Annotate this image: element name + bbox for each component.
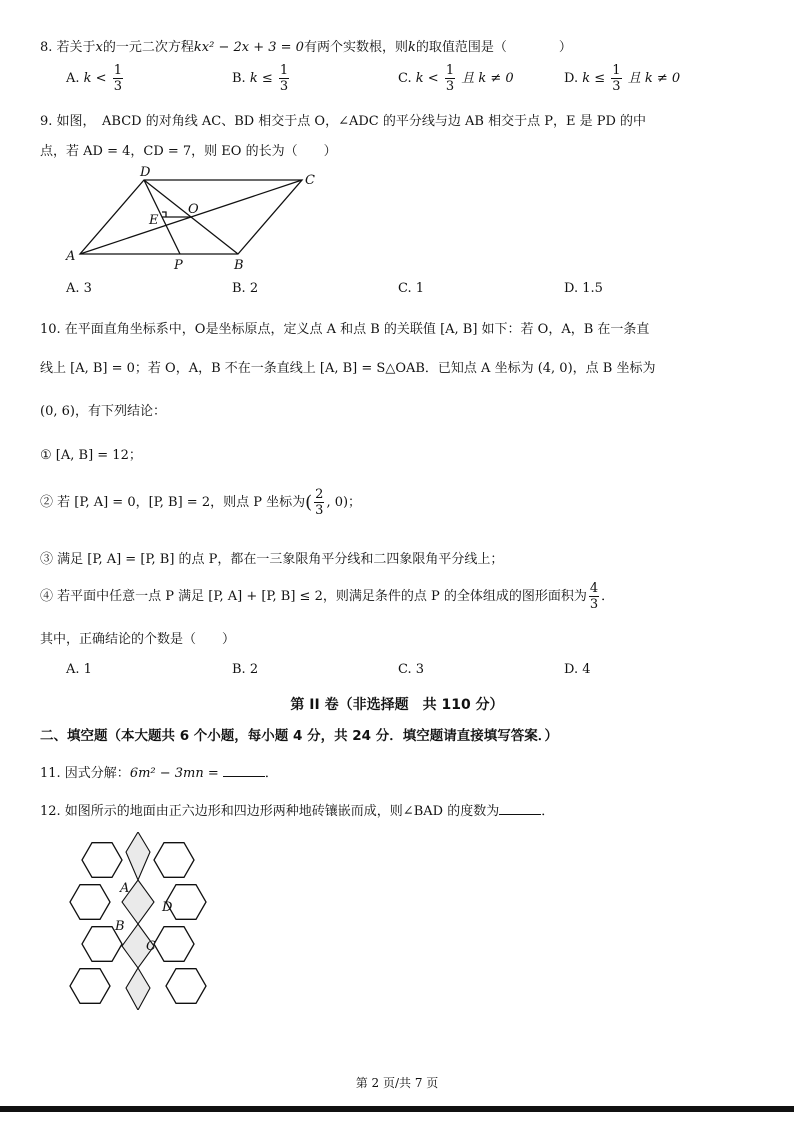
q9-label-d: D xyxy=(140,165,151,180)
q10-stem-line1: 10. 在平面直角坐标系中，O是坐标原点，定义点 A 和点 B 的关联值 [A, B] 如下：若 O，A，B 在一条直 xyxy=(40,322,650,337)
q11-stem: 11. 因式分解：6m² − 3mn = ． xyxy=(40,766,278,781)
q11-answer-blank xyxy=(223,764,265,777)
q10-stem-line3: (0, 6)，有下列结论： xyxy=(40,404,166,419)
q10-option-b: B. 2 xyxy=(232,662,259,677)
q10-stem-line2: 线上 [A, B] = 0；若 O，A，B 不在一条直线上 [A, B] = S△OAB．已知点 A 坐标为 (4, 0)，点 B 坐标为 xyxy=(40,361,656,376)
hexagon-tile xyxy=(166,969,206,1004)
q10-question: 其中，正确结论的个数是（ ） xyxy=(40,632,236,647)
q12-tiling-figure xyxy=(62,832,222,1010)
q9-stem-line2: 点，若 AD = 4，CD = 7，则 EO 的长为（ ） xyxy=(40,144,337,159)
scan-edge-bar xyxy=(0,1106,794,1112)
q9-option-c: C. 1 xyxy=(398,281,425,296)
q9-label-b: B xyxy=(234,258,244,273)
q10-option-d: D. 4 xyxy=(564,662,591,677)
q10-option-c: C. 3 xyxy=(398,662,425,677)
q12-label-d: D xyxy=(162,900,173,915)
q8-option-c: C. k < $\frac{1}{3}$ 且 k ≠ 0 xyxy=(398,63,514,94)
q9-parallelogram-figure xyxy=(60,162,330,274)
q8-option-d: D. k ≤ $\frac{1}{3}$ 且 k ≠ 0 xyxy=(564,63,681,94)
q8-stem: 8. 若关于x的一元二次方程kx² − 2x + 3 = 0有两个实数根，则k的取值范围是（ ） xyxy=(40,40,572,55)
q8-option-a: A. k < $\frac{1}{3}$ xyxy=(66,63,122,94)
q9-label-c: C xyxy=(305,173,315,188)
hexagon-tile xyxy=(70,969,110,1004)
q8-option-b: B. k ≤ $\frac{1}{3}$ xyxy=(232,63,289,94)
q9-option-b: B. 2 xyxy=(232,281,259,296)
hexagon-tile xyxy=(154,843,194,878)
q10-conclusion-3: ③ 满足 [P, A] = [P, B] 的点 P，都在一三象限角平分线和二四象限角平分线上； xyxy=(40,552,504,567)
q10-conclusion-4: ④ 若平面中任意一点 P 满足 [P, A] + [P, B] ≤ 2，则满足条件的点 P 的全体组成的图形面积为 $\frac{4}{3}$ ． xyxy=(40,581,615,612)
q9-label-p: P xyxy=(174,258,183,273)
section-title: 第 II 卷（非选择题 共 110 分） xyxy=(290,697,504,713)
q12-label-c: C xyxy=(146,939,156,954)
q10-conclusion-1: ① [A, B] = 12； xyxy=(40,448,142,463)
q9-label-a: A xyxy=(66,249,76,264)
hexagon-tile xyxy=(82,843,122,878)
q12-label-a: A xyxy=(120,881,130,896)
hexagon-tile xyxy=(70,885,110,920)
q9-option-d: D. 1.5 xyxy=(564,281,603,296)
q10-option-a: A. 1 xyxy=(66,662,92,677)
rhombus-tile xyxy=(126,968,150,1010)
page-footer: 第 2 页/共 7 页 xyxy=(355,1076,439,1090)
q9-label-e: E xyxy=(149,213,159,228)
q9-option-a: A. 3 xyxy=(66,281,92,296)
q9-stem-line1: 9. 如图， ABCD 的对角线 AC、BD 相交于点 O，∠ADC 的平分线与边 AB 相交于点 P，E 是 PD 的中 xyxy=(40,114,647,129)
rhombus-tile xyxy=(126,832,150,880)
hexagon-tile xyxy=(154,927,194,962)
q10-conclusion-2: ② 若 [P, A] = 0，[P, B] = 2，则点 P 坐标为( $\frac{2}{3}$ , 0)； xyxy=(40,487,362,518)
q9-label-o: O xyxy=(188,202,199,217)
q12-answer-blank xyxy=(499,802,541,815)
q12-label-b: B xyxy=(115,919,125,934)
section-heading: 二、填空题（本大题共 6 个小题，每小题 4 分，共 24 分．填空题请直接填写答案．） xyxy=(40,728,559,744)
q12-stem: 12. 如图所示的地面由正六边形和四边形两种地砖镶嵌而成，则∠BAD 的度数为 ． xyxy=(40,804,555,819)
